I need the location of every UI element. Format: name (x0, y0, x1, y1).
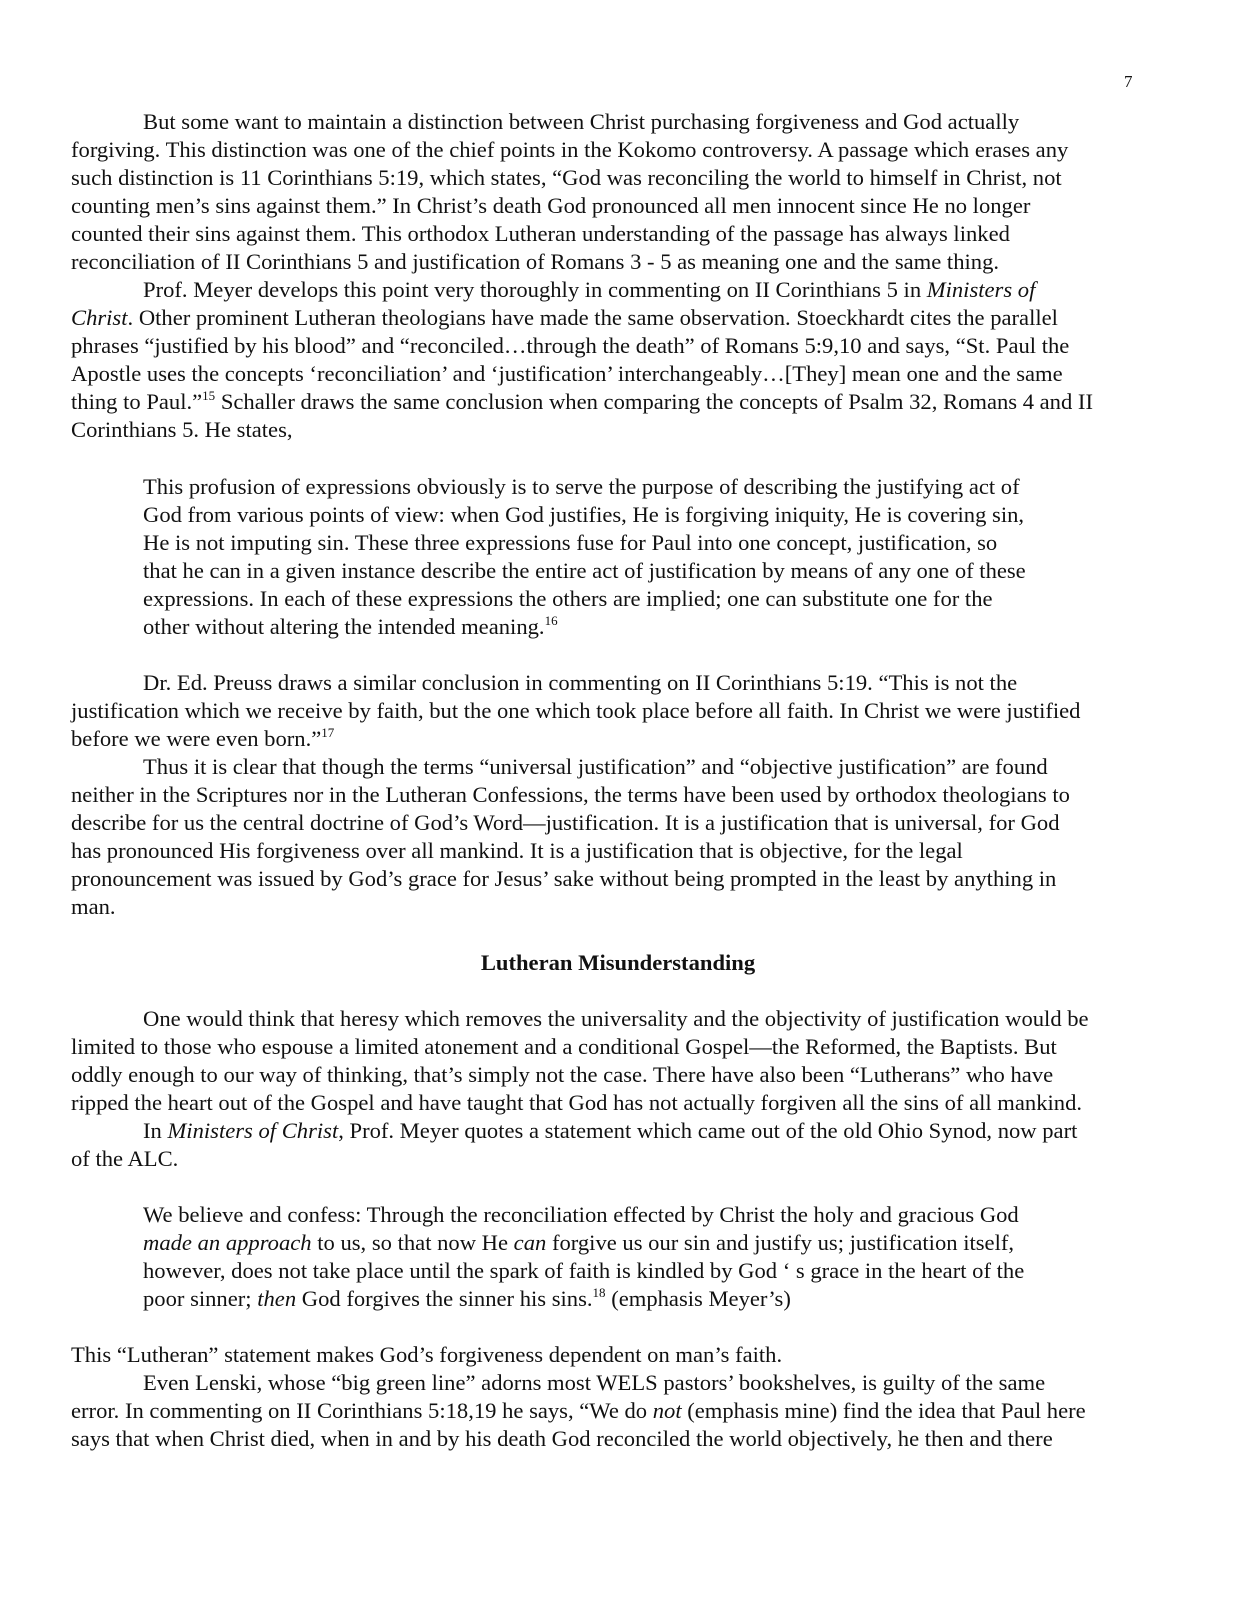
text-line (71, 416, 293, 444)
text-segment: of the ALC. (71, 1146, 179, 1171)
text-line (143, 585, 993, 613)
text-segment: One would think that heresy which removes the universality and the objectivity of justification would be (143, 1006, 1089, 1031)
text-line (71, 1425, 1053, 1453)
text-segment: This profusion of expressions obviously is to serve the purpose of describing the justifying act of (143, 474, 1020, 499)
text-segment: forgive us our sin and justify us; justification itself, (546, 1230, 1015, 1255)
text-segment: He is not imputing sin. These three expressions fuse for Paul into one concept, justification, so (143, 530, 998, 555)
text-segment: to us, so that now He (311, 1230, 514, 1255)
text-line (143, 1285, 791, 1313)
text-segment: Even Lenski, whose “big green line” adorns most WELS pastors’ bookshelves, is guilty of the same (143, 1370, 1046, 1395)
text-segment: reconciliation of II Corinthians 5 and justification of Romans 3 - 5 as meaning one and the same thing. (71, 249, 1000, 274)
italic-text: can (513, 1230, 547, 1255)
text-segment: has pronounced His forgiveness over all mankind. It is a justification that is objective, for the legal (71, 838, 963, 863)
footnote-ref: 17 (321, 725, 335, 740)
text-line (71, 1397, 1086, 1425)
text-line (71, 865, 1056, 893)
text-segment: counted their sins against them. This orthodox Lutheran understanding of the passage has always linked (71, 221, 1010, 246)
text-line (71, 1145, 178, 1173)
text-line (71, 360, 1063, 388)
footnote-ref: 15 (202, 388, 216, 403)
text-segment: (emphasis mine) find the idea that Paul here (681, 1398, 1086, 1423)
text-line (143, 276, 1035, 304)
text-line (71, 332, 1069, 360)
text-line (143, 557, 1026, 585)
text-line (143, 108, 1019, 136)
text-segment: In (143, 1118, 168, 1143)
text-segment: neither in the Scriptures nor in the Lutheran Confessions, the terms have been used by orthodox theologians to (71, 782, 1070, 807)
text-segment: counting men’s sins against them.” In Christ’s death God pronounced all men innocent since He no longer (71, 193, 1031, 218)
text-line (71, 388, 1093, 416)
italic-text: Ministers of Christ (167, 1118, 339, 1143)
text-line (143, 1117, 1077, 1145)
text-segment: But some want to maintain a distinction between Christ purchasing forgiveness and God actually (143, 109, 1020, 134)
text-line (143, 613, 558, 641)
text-segment: limited to those who espouse a limited atonement and a conditional Gospel—the Reformed, the Baptists. But (71, 1034, 1057, 1059)
text-line (71, 220, 1010, 248)
text-line (143, 1005, 1089, 1033)
text-segment: God from various points of view: when God justifies, He is forgiving iniquity, He is covering sin, (143, 502, 1025, 527)
text-line (71, 697, 1080, 725)
text-segment: describe for us the central doctrine of God’s Word—justification. It is a justification that is universal, for God (71, 810, 1060, 835)
text-segment: expressions. In each of these expressions the others are implied; one can substitute one for the (143, 586, 993, 611)
italic-text: Ministers of (926, 277, 1036, 302)
text-segment: error. In commenting on II Corinthians 5:18,19 he says, “We do (71, 1398, 653, 1423)
text-segment: forgiving. This distinction was one of the chief points in the Kokomo controversy. A passage which erases any (71, 137, 1069, 162)
text-line (71, 248, 999, 276)
text-segment: Schaller draws the same conclusion when comparing the concepts of Psalm 32, Romans 4 and II (215, 389, 1093, 414)
text-segment: however, does not take place until the spark of faith is kindled by God ‘ s grace in the heart of the (143, 1258, 1025, 1283)
text-line (71, 781, 1070, 809)
text-segment: man. (71, 894, 116, 919)
text-segment: God forgives the sinner his sins. (296, 1286, 593, 1311)
page-number: 7 (1124, 72, 1133, 91)
text-line (143, 501, 1024, 529)
text-line (143, 1229, 1014, 1257)
text-segment: Thus it is clear that though the terms “universal justification” and “objective justification” are found (143, 754, 1048, 779)
text-segment: phrases “justified by his blood” and “reconciled…through the death” of Romans 5:9,10 and says, “St. Paul the (71, 333, 1070, 358)
text-line (143, 1201, 1019, 1229)
italic-text: not (652, 1398, 682, 1423)
footnote-ref: 16 (544, 613, 558, 628)
text-segment: (emphasis Meyer’s) (605, 1286, 791, 1311)
text-segment: that he can in a given instance describe the entire act of justification by means of any one of these (143, 558, 1026, 583)
text-segment: says that when Christ died, when in and by his death God reconciled the world objectively, he then and there (71, 1426, 1053, 1451)
text-segment: We believe and confess: Through the reconciliation effected by Christ the holy and gracious God (143, 1202, 1019, 1227)
text-line (71, 893, 116, 921)
section-heading: Lutheran Misunderstanding (480, 950, 756, 975)
text-line (71, 164, 1062, 192)
italic-text: made an approach (143, 1230, 312, 1255)
text-line (143, 753, 1048, 781)
text-line (71, 136, 1068, 164)
text-segment: ripped the heart out of the Gospel and have taught that God has not actually forgiven all the sins of all mankind. (71, 1090, 1083, 1115)
text-line (143, 473, 1020, 501)
text-segment: Prof. Meyer develops this point very thoroughly in commenting on II Corinthians 5 in (143, 277, 927, 302)
text-segment: poor sinner; (143, 1286, 258, 1311)
text-line (71, 192, 1030, 220)
text-segment: Apostle uses the concepts ‘reconciliation’ and ‘justification’ interchangeably…[They] mean one and the same (71, 361, 1063, 386)
text-segment: . Other prominent Lutheran theologians have made the same observation. Stoeckhardt cites the parallel (127, 305, 1058, 330)
text-line (71, 304, 1058, 332)
text-line (71, 837, 963, 865)
footnote-ref: 18 (592, 1285, 606, 1300)
text-line (143, 669, 1017, 697)
text-segment: before we were even born.” (71, 726, 322, 751)
text-segment: other without altering the intended meaning. (143, 614, 545, 639)
text-segment: pronouncement was issued by God’s grace for Jesus’ sake without being prompted in the least by anything in (71, 866, 1057, 891)
text-segment: Corinthians 5. He states, (71, 417, 293, 442)
text-segment: justification which we receive by faith, but the one which took place before all faith. In Christ we were justified (71, 698, 1081, 723)
italic-text: then (257, 1286, 297, 1311)
italic-text: Christ (71, 305, 128, 330)
text-line (71, 725, 334, 753)
text-segment: This “Lutheran” statement makes God’s forgiveness dependent on man’s faith. (71, 1342, 783, 1367)
text-line (143, 529, 997, 557)
text-segment: such distinction is 11 Corinthians 5:19, which states, “God was reconciling the world to himself in Christ, not (71, 165, 1062, 190)
text-segment: , Prof. Meyer quotes a statement which came out of the old Ohio Synod, now part (338, 1118, 1078, 1143)
text-line (71, 809, 1060, 837)
text-line (143, 1257, 1024, 1285)
text-line (71, 1033, 1057, 1061)
text-segment: thing to Paul.” (71, 389, 203, 414)
text-line (71, 1089, 1082, 1117)
text-segment: Dr. Ed. Preuss draws a similar conclusion in commenting on II Corinthians 5:19. “This is not the (143, 670, 1018, 695)
text-line (71, 1341, 782, 1369)
text-segment: oddly enough to our way of thinking, that’s simply not the case. There have also been “Lutherans” who have (71, 1062, 1054, 1087)
text-line (71, 1061, 1053, 1089)
text-line (143, 1369, 1045, 1397)
